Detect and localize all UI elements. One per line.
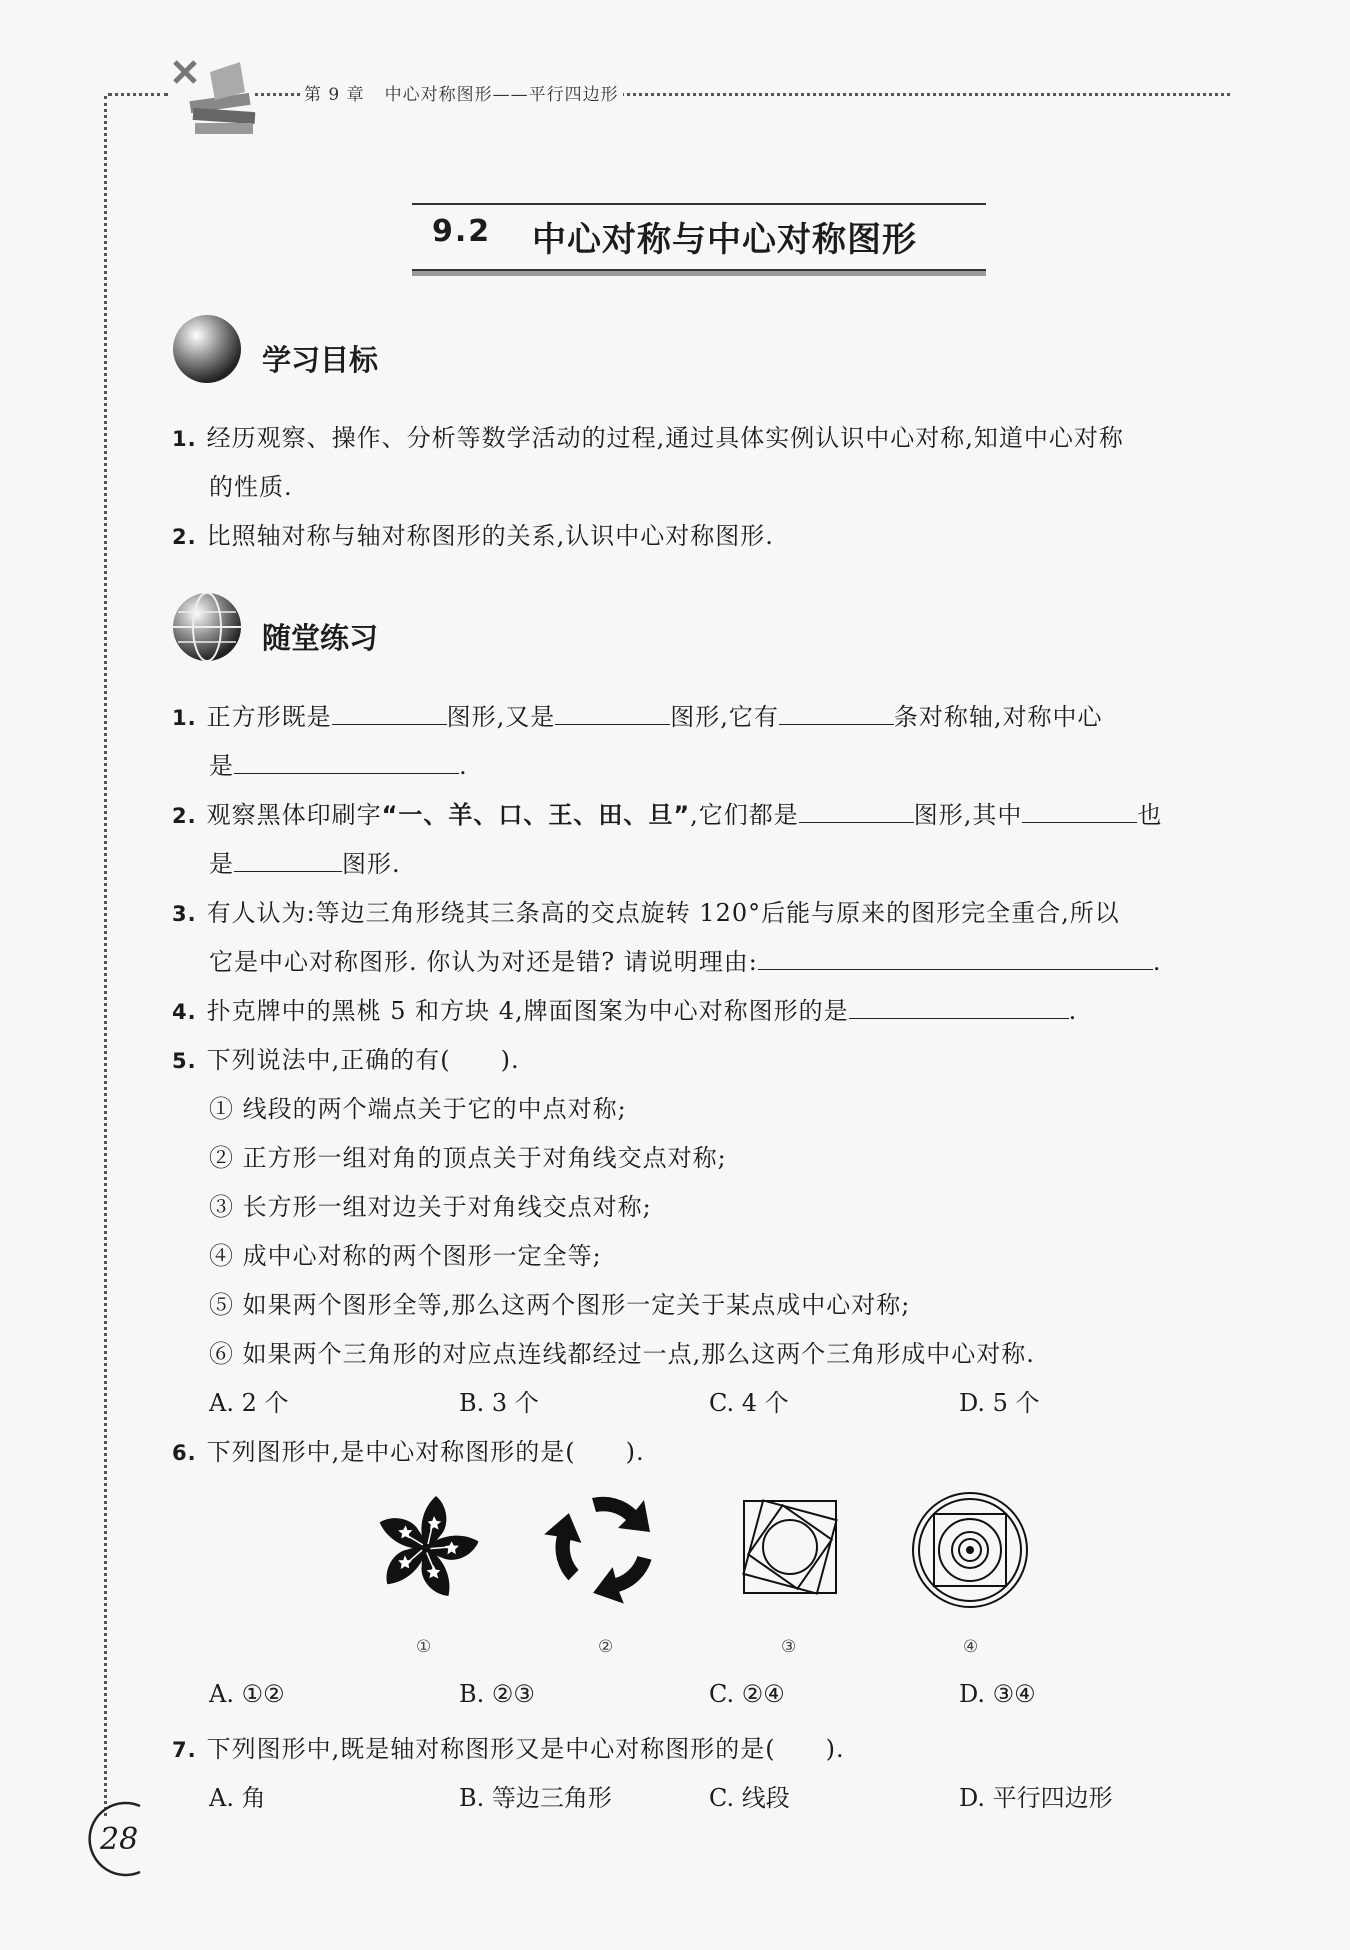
q5-text: 下列说法中,正确的有( ).: [206, 1046, 520, 1074]
q7-option-c[interactable]: C. 线段: [709, 1784, 790, 1812]
q1-text-b: 图形,又是: [446, 703, 556, 731]
q4-end: .: [1068, 997, 1078, 1025]
objective-2: [172, 516, 774, 551]
statement-2: ② 正方形一组对角的顶点关于对角线交点对称;: [209, 1144, 727, 1172]
answer-blank[interactable]: [758, 947, 1153, 970]
q1-text-e: 是: [209, 752, 234, 780]
question-5: [172, 1040, 520, 1075]
q7-option-b[interactable]: B. 等边三角形: [459, 1784, 612, 1812]
statement-1: ① 线段的两个端点关于它的中点对称;: [209, 1095, 627, 1123]
statement-5: ⑤ 如果两个图形全等,那么这两个图形一定关于某点成中心对称;: [209, 1291, 911, 1319]
q3-text: 有人认为:等边三角形绕其三条高的交点旋转 120°后能与原来的图形完全重合,所以: [206, 899, 1120, 927]
q5-option-a[interactable]: A. 2 个: [209, 1389, 289, 1417]
answer-blank[interactable]: [779, 702, 894, 725]
page-number: 28: [100, 1822, 139, 1857]
globe-grid-icon: [170, 590, 244, 664]
objective-number: 1.: [172, 427, 197, 451]
q3-text-cont: 它是中心对称图形. 你认为对还是错? 请说明理由:: [209, 948, 758, 976]
header-dotted-rule-left: [108, 93, 168, 96]
answer-blank[interactable]: [234, 751, 459, 774]
question-number: 3.: [172, 902, 197, 926]
section-title: 中心对称与中心对称图形: [532, 220, 917, 260]
figure-label-2: ②: [598, 1637, 614, 1657]
answer-blank[interactable]: [1022, 800, 1137, 823]
chapter-number: 第 9 章: [304, 85, 365, 105]
objective-text: 比照轴对称与轴对称图形的关系,认识中心对称图形.: [206, 522, 774, 550]
question-2-cont: [209, 844, 401, 879]
objective-1-cont: 的性质.: [209, 473, 293, 501]
q1-text-a: 正方形既是: [206, 703, 332, 731]
practice-heading: 随堂练习: [262, 621, 379, 655]
q1-text-d: 条对称轴,对称中心: [893, 703, 1103, 731]
running-header: [300, 80, 623, 105]
answer-blank[interactable]: [799, 800, 914, 823]
q6-text: 下列图形中,是中心对称图形的是( ).: [206, 1438, 645, 1466]
q6-option-a[interactable]: A. ①②: [209, 1680, 285, 1708]
question-2: [172, 795, 1162, 830]
q2-text-a: 观察黑体印刷字: [206, 801, 382, 829]
question-6: [172, 1432, 645, 1467]
question-number: 2.: [172, 804, 197, 828]
question-3: [172, 893, 1120, 928]
objective-1: [172, 418, 1124, 453]
question-3-cont: [209, 942, 1161, 977]
concentric-circles-figure: [910, 1490, 1030, 1610]
q6-option-b[interactable]: B. ②③: [459, 1680, 535, 1708]
statement-6: ⑥ 如果两个三角形的对应点连线都经过一点,那么这两个三角形成中心对称.: [209, 1340, 1035, 1368]
objectives-heading: 学习目标: [262, 343, 379, 377]
answer-blank[interactable]: [849, 996, 1069, 1019]
question-7: [172, 1729, 845, 1764]
q2-text-b: ,它们都是: [690, 801, 799, 829]
answer-blank[interactable]: [555, 702, 670, 725]
question-number: 5.: [172, 1049, 197, 1073]
q2-text-d: 也: [1137, 801, 1163, 829]
question-number: 4.: [172, 1000, 197, 1024]
question-4: [172, 991, 1077, 1026]
globe-icon: [170, 312, 244, 386]
recycle-arrows-figure: [543, 1485, 665, 1607]
margin-dotted-rule: [104, 96, 107, 1816]
question-number: 1.: [172, 706, 197, 730]
q2-text-c: 图形,其中: [913, 801, 1023, 829]
q7-text: 下列图形中,既是轴对称图形又是中心对称图形的是( ).: [206, 1735, 845, 1763]
figure-label-3: ③: [781, 1637, 797, 1657]
bauhinia-flower-figure: [368, 1490, 484, 1606]
q7-option-d[interactable]: D. 平行四边形: [959, 1784, 1113, 1812]
books-logo-icon: [165, 52, 265, 142]
statement-3: ③ 长方形一组对边关于对角线交点对称;: [209, 1193, 652, 1221]
answer-blank[interactable]: [234, 849, 342, 872]
objective-number: 2.: [172, 525, 197, 549]
q2-sample-chars: “一、羊、口、王、田、旦”: [381, 801, 691, 829]
q5-option-c[interactable]: C. 4 个: [709, 1389, 789, 1417]
question-number: 6.: [172, 1441, 197, 1465]
q2-text-e: 是: [209, 850, 234, 878]
q7-option-a[interactable]: A. 角: [209, 1784, 266, 1812]
question-1: [172, 697, 1103, 732]
figure-label-4: ④: [963, 1637, 979, 1657]
q2-text-f: 图形.: [342, 850, 401, 878]
question-1-cont: [209, 746, 468, 781]
nested-squares-figure: [740, 1497, 840, 1597]
section-number: 9.2: [432, 214, 492, 249]
figure-label-1: ①: [416, 1637, 432, 1657]
objective-text: 经历观察、操作、分析等数学活动的过程,通过具体实例认识中心对称,知道中心对称: [206, 424, 1124, 452]
q5-option-d[interactable]: D. 5 个: [959, 1389, 1040, 1417]
q4-text: 扑克牌中的黑桃 5 和方块 4,牌面图案为中心对称图形的是: [206, 997, 849, 1025]
q1-text-c: 图形,它有: [670, 703, 779, 731]
q1-text-f: .: [459, 752, 468, 780]
chapter-title: 中心对称图形——平行四边形: [384, 85, 619, 105]
q6-option-d[interactable]: D. ③④: [959, 1680, 1036, 1708]
q5-option-b[interactable]: B. 3 个: [459, 1389, 539, 1417]
statement-4: ④ 成中心对称的两个图形一定全等;: [209, 1242, 602, 1270]
q3-end: .: [1152, 948, 1162, 976]
q6-option-c[interactable]: C. ②④: [709, 1680, 785, 1708]
question-number: 7.: [172, 1738, 197, 1762]
answer-blank[interactable]: [332, 702, 447, 725]
